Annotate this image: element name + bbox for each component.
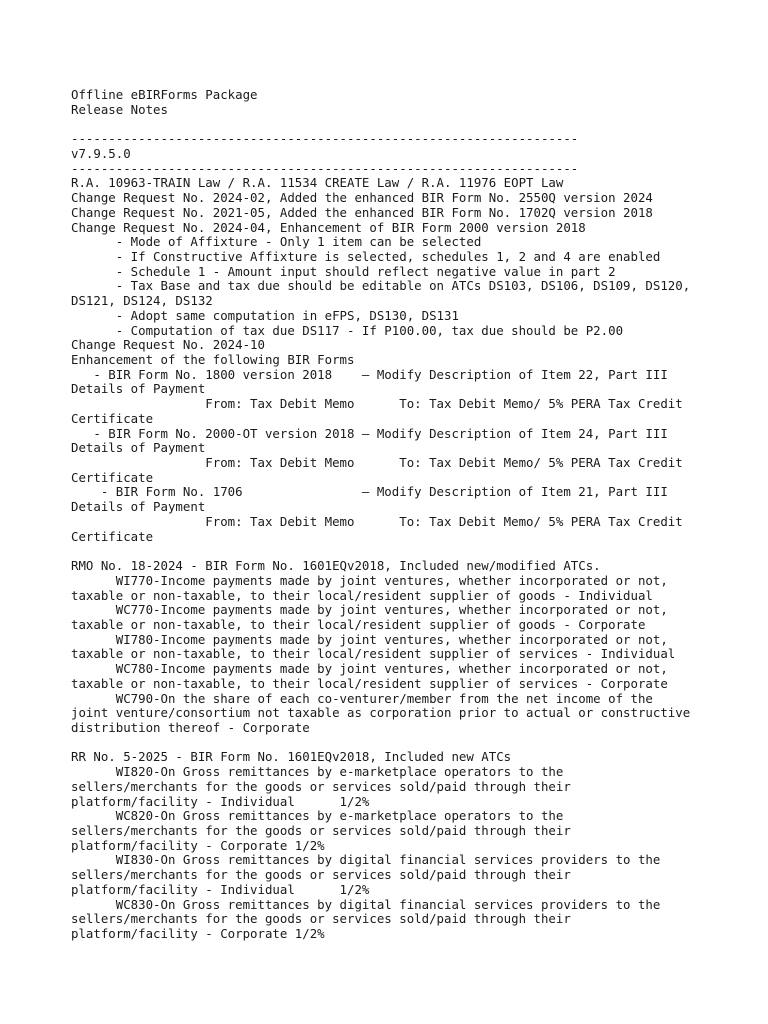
text-line: distribution thereof - Corporate xyxy=(71,720,310,735)
text-line: WI830-On Gross remittances by digital financial services providers to the xyxy=(71,852,661,868)
text-line: - Schedule 1 - Amount input should reflect negative value in part 2 xyxy=(71,263,616,279)
text-line: platform/facility - Individual 1/2% xyxy=(71,881,370,897)
text-line: sellers/merchants for the goods or services sold/paid through their xyxy=(71,867,571,883)
text-line: Details of Payment xyxy=(71,499,206,515)
text-line: - If Constructive Affixture is selected, schedules 1, 2 and 4 are enabled xyxy=(71,248,661,264)
text-line: platform/facility - Corporate 1/2% xyxy=(71,837,325,853)
text-line: taxable or non-taxable, to their local/resident supplier of services - Individual xyxy=(71,646,676,662)
text-line: Change Request No. 2024-04, Enhancement of BIR Form 2000 version 2018 xyxy=(71,219,586,235)
text-line: - Tax Base and tax due should be editable on ATCs DS103, DS106, DS109, DS120, xyxy=(71,278,691,294)
text-line: -------------------------------------------------------------------- xyxy=(71,160,579,176)
text-line: - BIR Form No. 2000-OT version 2018 – Modify Description of Item 24, Part III xyxy=(71,425,668,441)
text-line: - Computation of tax due DS117 - If P100.00, tax due should be P2.00 xyxy=(71,322,624,338)
text-line: WI820-On Gross remittances by e-marketplace operators to the xyxy=(71,764,564,780)
text-line: - Mode of Affixture - Only 1 item can be selected xyxy=(71,234,482,250)
text-line: From: Tax Debit Memo To: Tax Debit Memo/ 5% PERA Tax Credit xyxy=(71,396,683,412)
text-line: From: Tax Debit Memo To: Tax Debit Memo/ 5% PERA Tax Credit xyxy=(71,513,683,529)
text-line: Change Request No. 2021-05, Added the enhanced BIR Form No. 1702Q version 2018 xyxy=(71,204,653,220)
text-line: Certificate xyxy=(71,410,154,426)
text-line: - BIR Form No. 1800 version 2018 – Modify Description of Item 22, Part III xyxy=(71,366,668,382)
text-line: Release Notes xyxy=(71,101,168,117)
text-line: platform/facility - Corporate 1/2% xyxy=(71,926,325,941)
text-line: sellers/merchants for the goods or services sold/paid through their xyxy=(71,823,571,838)
text-line: Certificate xyxy=(71,528,154,544)
text-line: -------------------------------------------------------------------- xyxy=(71,131,579,147)
text-line: WC770-Income payments made by joint ventures, whether incorporated or not, xyxy=(71,602,668,618)
text-line: platform/facility - Individual 1/2% xyxy=(71,793,370,809)
text-line: - Adopt same computation in eFPS, DS130, DS131 xyxy=(71,307,459,323)
text-line: WC820-On Gross remittances by e-marketplace operators to the xyxy=(71,808,564,824)
text-line: DS121, DS124, DS132 xyxy=(71,293,213,309)
text-line: RMO No. 18-2024 - BIR Form No. 1601EQv2018, Included new/modified ATCs. xyxy=(71,558,601,573)
text-line: v7.9.5.0 xyxy=(71,145,131,161)
text-line: WI770-Income payments made by joint ventures, whether incorporated or not, xyxy=(71,572,668,588)
text-line: joint venture/consortium not taxable as corporation prior to actual or constructive xyxy=(71,705,691,721)
text-line: taxable or non-taxable, to their local/resident supplier of goods - Corporate xyxy=(71,616,646,632)
text-line: WC830-On Gross remittances by digital financial services providers to the xyxy=(71,896,661,912)
text-line: Details of Payment xyxy=(71,440,206,456)
text-line: WC780-Income payments made by joint ventures, whether incorporated or not, xyxy=(71,661,668,677)
text-line: Change Request No. 2024-02, Added the enhanced BIR Form No. 2550Q version 2024 xyxy=(71,190,653,205)
text-line: RR No. 5-2025 - BIR Form No. 1601EQv2018, Included new ATCs xyxy=(71,749,512,765)
text-line: WI780-Income payments made by joint ventures, whether incorporated or not, xyxy=(71,631,668,647)
text-line: Change Request No. 2024-10 xyxy=(71,337,265,353)
text-line: From: Tax Debit Memo To: Tax Debit Memo/ 5% PERA Tax Credit xyxy=(71,455,683,470)
text-line: - BIR Form No. 1706 – Modify Description of Item 21, Part III xyxy=(71,484,668,500)
text-line: sellers/merchants for the goods or services sold/paid through their xyxy=(71,911,571,927)
text-line: Enhancement of the following BIR Forms xyxy=(71,352,355,367)
text-line: taxable or non-taxable, to their local/resident supplier of goods - Individual xyxy=(71,587,653,603)
text-line: Certificate xyxy=(71,469,154,485)
text-line: taxable or non-taxable, to their local/resident supplier of services - Corporate xyxy=(71,675,668,691)
text-line: R.A. 10963-TRAIN Law / R.A. 11534 CREATE Law / R.A. 11976 EOPT Law xyxy=(71,175,564,191)
text-line: WC790-On the share of each co-venturer/member from the net income of the xyxy=(71,690,653,706)
text-line: sellers/merchants for the goods or services sold/paid through their xyxy=(71,778,571,794)
text-line: Offline eBIRForms Package xyxy=(71,87,258,102)
text-line: Details of Payment xyxy=(71,381,206,397)
